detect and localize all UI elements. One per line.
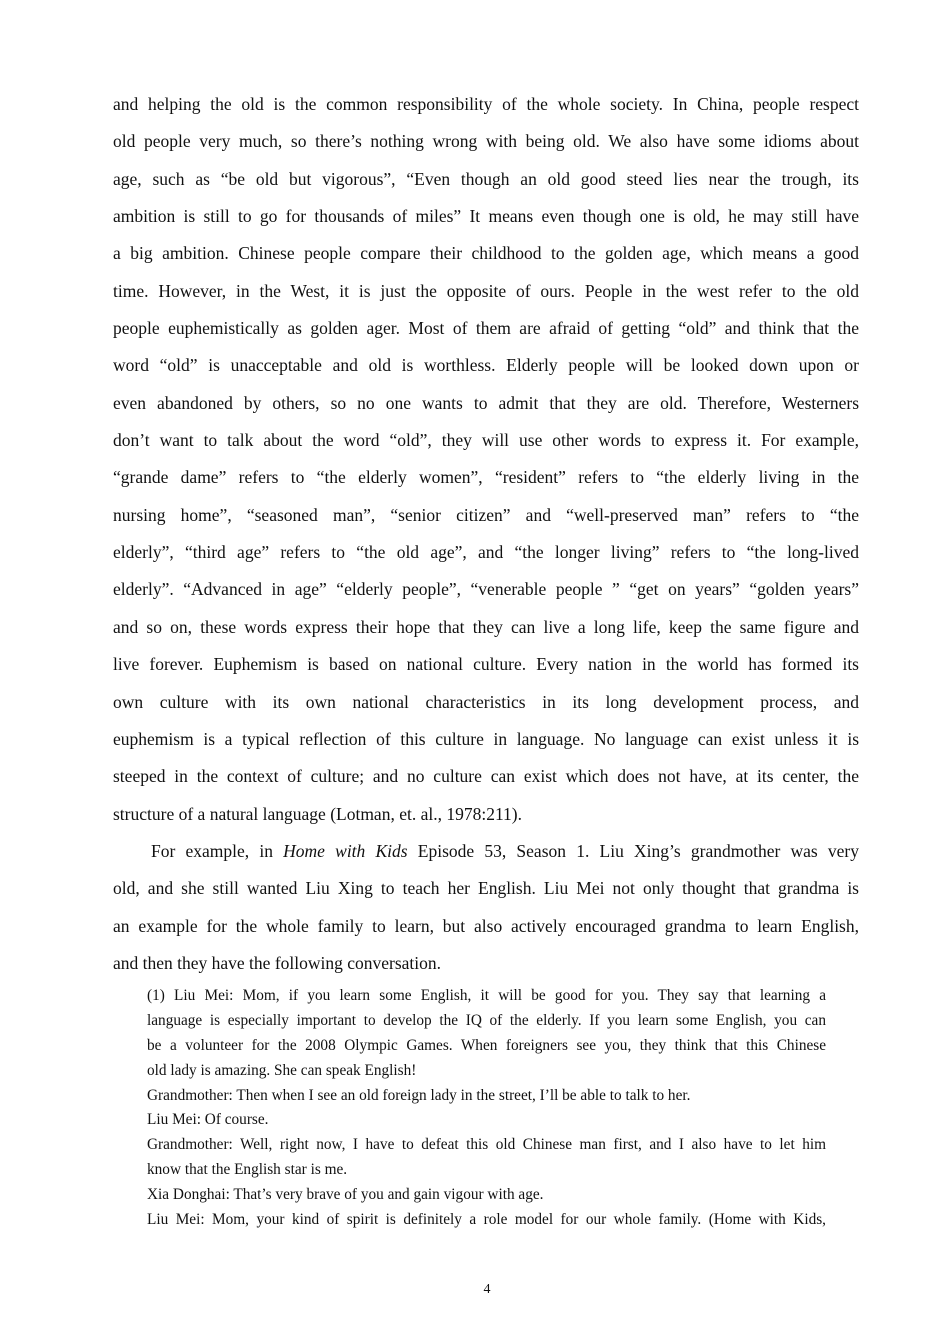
paragraph-line: nursing home”, “seasoned man”, “senior citizen” and “well-preserved man” refers to “the bbox=[113, 504, 859, 525]
paragraph-line: old people very much, so there’s nothing wrong with being old. We also have some idioms about bbox=[113, 131, 859, 152]
paragraph-line bbox=[113, 839, 859, 876]
dialogue-line: Xia Donghai: That’s very brave of you and gain vigour with age. bbox=[147, 1186, 544, 1204]
paragraph-line: people euphemistically as golden ager. Most of them are afraid of getting “old” and think that the bbox=[113, 318, 859, 339]
paragraph-line: structure of a natural language (Lotman, et. al., 1978:211). bbox=[113, 803, 523, 824]
paragraph-1 bbox=[113, 92, 859, 839]
paragraph-line: and helping the old is the common responsibility of the whole society. In China, people respect bbox=[113, 94, 859, 114]
paragraph-line: “grande dame” refers to “the elderly women”, “resident” refers to “the elderly living in the bbox=[113, 467, 859, 488]
dialogue-line: Grandmother: Well, right now, I have to defeat this old Chinese man first, and I also have to let him bbox=[147, 1136, 826, 1154]
dialogue-line: language is especially important to develop the IQ of the elderly. If you learn some English, you can bbox=[147, 1011, 826, 1029]
paragraph-line: ambition is still to go for thousands of miles” It means even though one is old, he may still have bbox=[113, 206, 859, 227]
paragraph-line: even abandoned by others, so no one wants to admit that they are old. Therefore, Westerners bbox=[113, 392, 859, 413]
text-span: Episode 53, Season 1. Liu Xing’s grandmother was very bbox=[407, 840, 859, 861]
paragraph-line: a big ambition. Chinese people compare their childhood to the golden age, which means a good bbox=[113, 243, 859, 264]
paragraph-line: elderly”. “Advanced in age” “elderly people”, “venerable people ” “get on years” “golden years” bbox=[113, 579, 859, 600]
page-number: 4 bbox=[483, 1282, 491, 1297]
paragraph-line: age, such as “be old but vigorous”, “Even though an old good steed lies near the trough, its bbox=[113, 168, 859, 189]
paragraph-line: own culture with its own national characteristics in its long development process, and bbox=[113, 691, 859, 712]
dialogue-line: old lady is amazing. She can speak English! bbox=[147, 1061, 417, 1079]
paragraph-line: live forever. Euphemism is based on national culture. Every nation in the world has formed its bbox=[113, 654, 859, 675]
text-span: For example, in bbox=[151, 840, 284, 861]
dialogue-line: (1) Liu Mei: Mom, if you learn some English, it will be good for you. They say that learning a bbox=[147, 987, 826, 1004]
paragraph-line: don’t want to talk about the word “old”, they will use other words to express it. For example, bbox=[113, 430, 859, 451]
paragraph-line: steeped in the context of culture; and no culture can exist which does not have, at its center, the bbox=[113, 766, 859, 787]
paragraph-2 bbox=[113, 839, 859, 988]
dialogue-line: Liu Mei: Mom, your kind of spirit is definitely a role model for our whole family. (Home with Kids, bbox=[147, 1211, 826, 1229]
dialogue-line: Liu Mei: Of course. bbox=[147, 1111, 269, 1129]
body-text bbox=[113, 92, 859, 988]
paragraph-line: word “old” is unacceptable and old is worthless. Elderly people will be looked down upon or bbox=[113, 355, 859, 376]
paragraph-line: an example for the whole family to learn, but also actively encouraged grandma to learn English, bbox=[113, 915, 859, 936]
paragraph-line: elderly”, “third age” refers to “the old age”, and “the longer living” refers to “the long-lived bbox=[113, 542, 859, 563]
paragraph-line: and then they have the following conversation. bbox=[113, 952, 442, 973]
paragraph-line: time. However, in the West, it is just the opposite of ours. People in the west refer to the old bbox=[113, 280, 859, 301]
dialogue-line: Grandmother: Then when I see an old foreign lady in the street, I’ll be able to talk to her. bbox=[147, 1086, 691, 1104]
paragraph-line: old, and she still wanted Liu Xing to teach her English. Liu Mei not only thought that grandma is bbox=[113, 878, 859, 899]
show-title: Home with Kids bbox=[283, 840, 408, 861]
dialogue-quote bbox=[147, 986, 826, 1235]
paragraph-line: euphemism is a typical reflection of this culture in language. No language can exist unless it is bbox=[113, 728, 859, 749]
dialogue-line: be a volunteer for the 2008 Olympic Games. When foreigners see you, they think that this Chinese bbox=[147, 1036, 826, 1054]
paragraph-line: and so on, these words express their hope that they can live a long life, keep the same figure and bbox=[113, 616, 859, 637]
dialogue-line: know that the English star is me. bbox=[147, 1161, 348, 1179]
